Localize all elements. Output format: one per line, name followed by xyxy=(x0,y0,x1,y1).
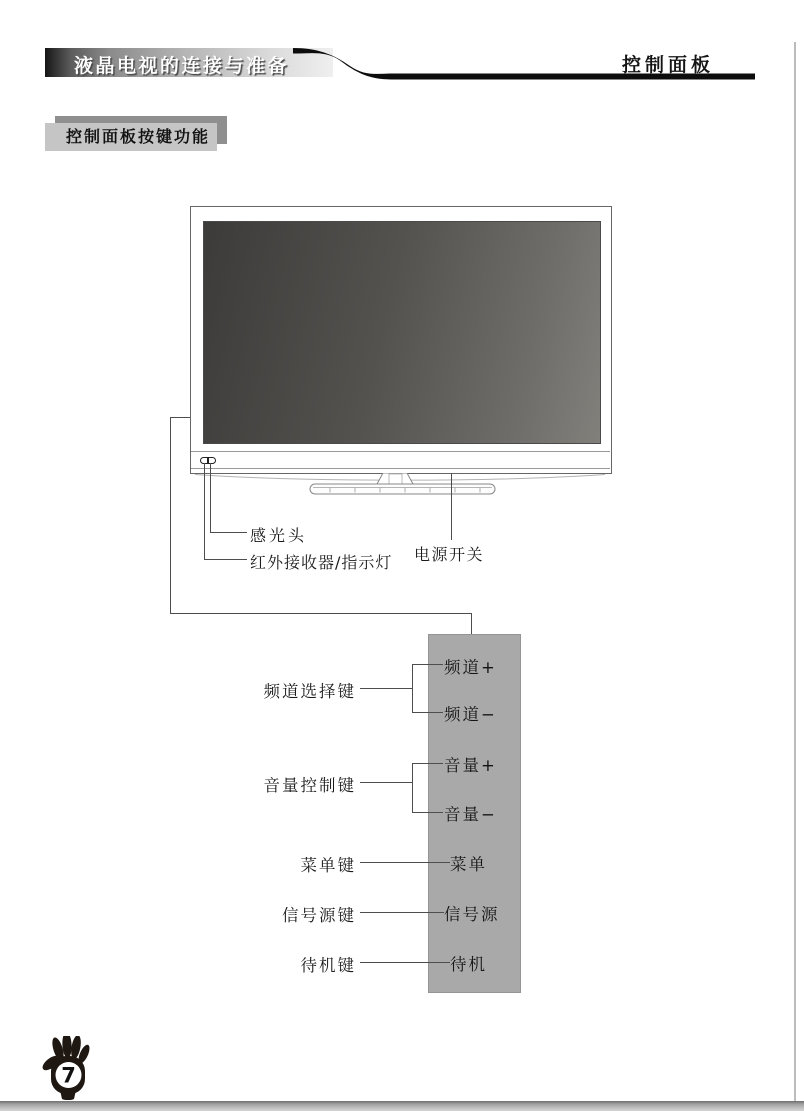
subheading-box xyxy=(45,123,217,151)
page-edge-line xyxy=(794,42,796,1111)
group-label-source-key: 信号源键 xyxy=(282,906,356,925)
subheading-text: 控制面板按键功能 xyxy=(66,127,211,146)
group-label-menu-key: 菜单键 xyxy=(300,856,356,875)
group-label-standby-key: 待机键 xyxy=(300,956,356,975)
label-light-sensor: 感光头 xyxy=(250,526,308,545)
leader-line xyxy=(412,664,413,713)
panel-button-menu: 菜单 xyxy=(450,855,487,874)
label-ir-indicator: 红外接收器/指示灯 xyxy=(250,553,393,572)
tv-screen xyxy=(203,221,601,444)
group-label-volume-control: 音量控制键 xyxy=(263,776,356,795)
header-page-topic: 控制面板 xyxy=(622,54,715,76)
leader-line xyxy=(451,473,452,540)
page-number: 7 xyxy=(61,1063,76,1088)
panel-button-channel-down: 频道− xyxy=(444,705,497,724)
leader-line xyxy=(360,862,450,863)
leader-line xyxy=(360,962,450,963)
panel-button-volume-up: 音量+ xyxy=(444,756,497,775)
leader-line xyxy=(412,763,443,764)
leader-line xyxy=(412,812,443,813)
leader-line xyxy=(170,417,171,613)
stand-base xyxy=(310,484,495,494)
leader-line xyxy=(204,559,247,560)
leader-line xyxy=(360,782,412,783)
panel-button-standby: 待机 xyxy=(450,955,487,974)
header-section-title: 液晶电视的连接与准备 xyxy=(74,55,290,77)
panel-button-channel-up: 频道+ xyxy=(444,658,497,677)
tv-bezel-line-lower xyxy=(191,468,610,469)
panel-button-volume-down: 音量− xyxy=(444,805,497,824)
hand-page-icon xyxy=(42,1036,92,1100)
tv-bezel-line-upper xyxy=(191,451,610,452)
leader-line xyxy=(412,712,443,713)
leader-line xyxy=(210,463,211,532)
leader-line xyxy=(360,688,412,689)
leader-line xyxy=(360,912,444,913)
group-label-channel-select: 频道选择键 xyxy=(263,682,356,701)
leader-line xyxy=(170,613,471,614)
tv-stand xyxy=(185,473,615,499)
power-indicator-icon xyxy=(200,457,216,464)
leader-line xyxy=(204,463,205,559)
panel-button-source: 信号源 xyxy=(444,905,500,924)
leader-line xyxy=(210,532,247,533)
leader-line xyxy=(170,417,190,418)
footer-bar xyxy=(0,1101,804,1111)
leader-line xyxy=(412,763,413,813)
label-power-switch: 电源开关 xyxy=(414,545,485,564)
leader-line xyxy=(412,664,443,665)
